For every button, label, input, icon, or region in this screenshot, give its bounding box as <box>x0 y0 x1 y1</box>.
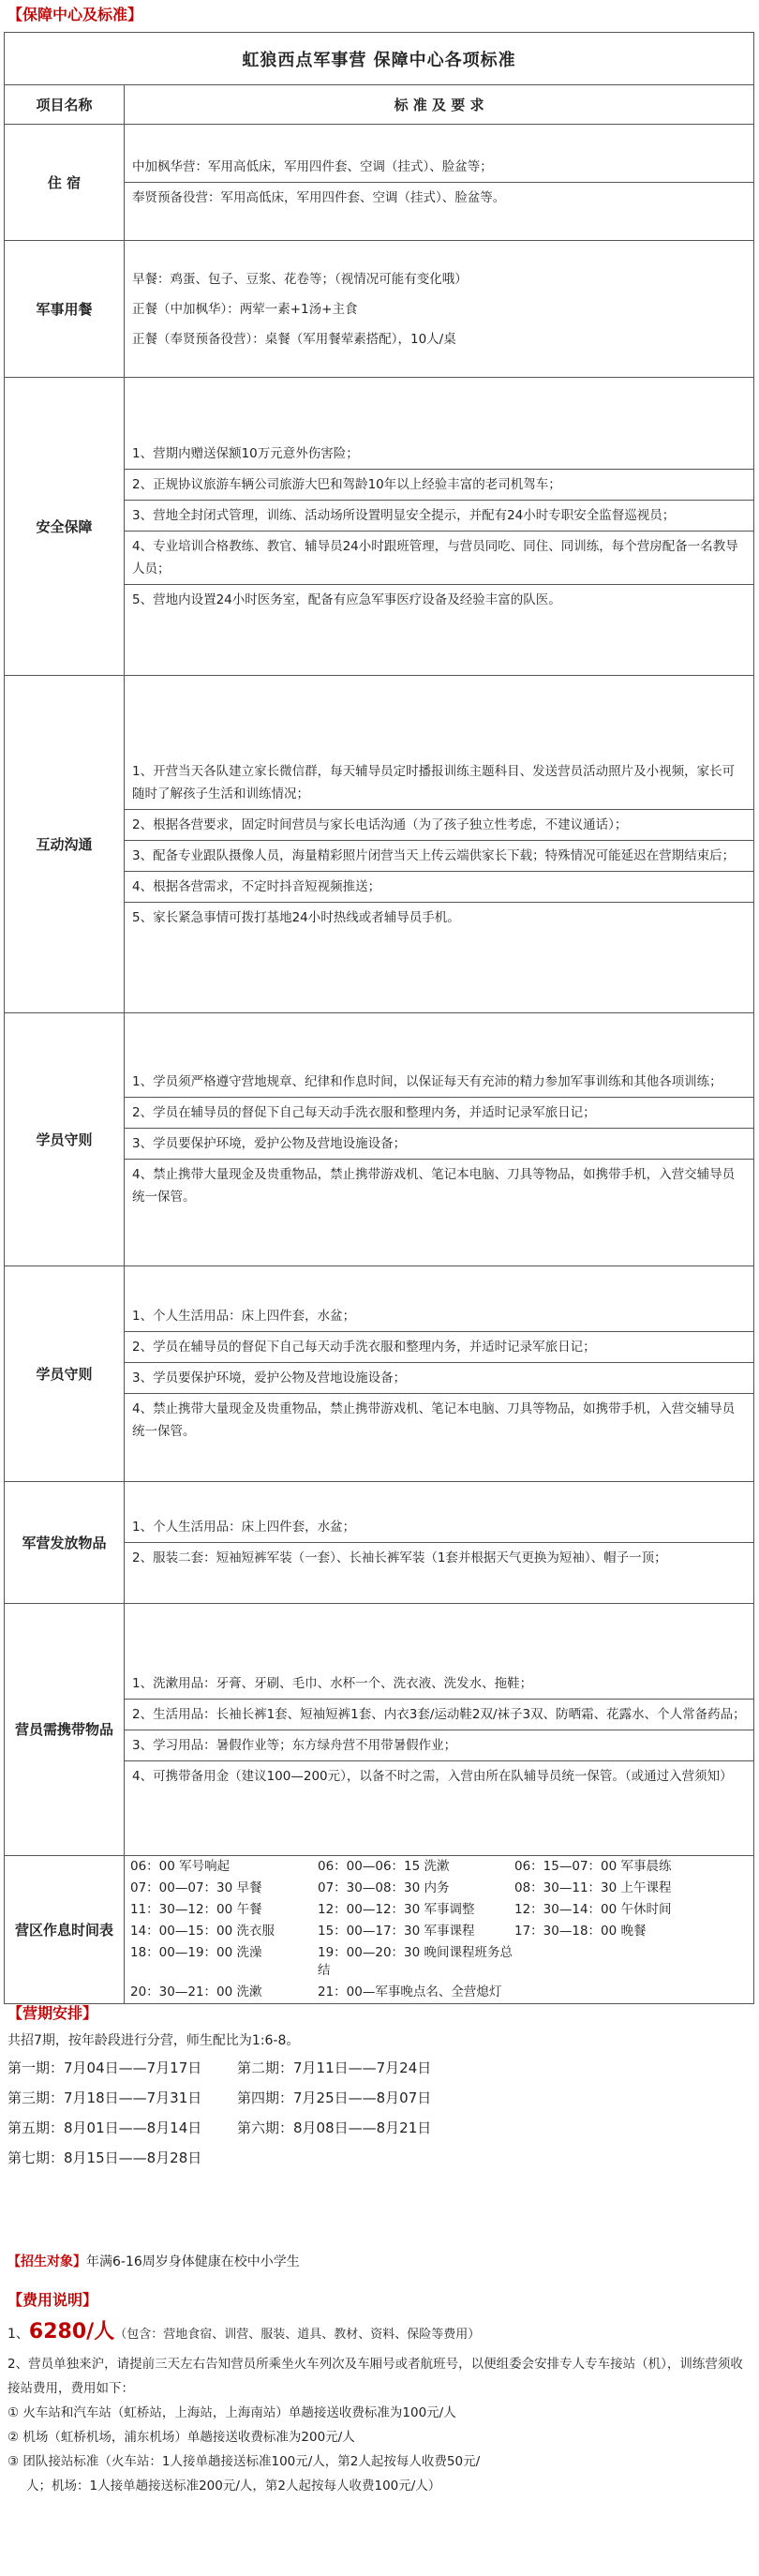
schedule-cell: 11：30—12：00 午餐 <box>130 1902 262 1917</box>
row-name: 安全保障 <box>5 378 125 676</box>
price-note: （包含：营地食宿、训营、服装、道具、教材、资料、保险等费用） <box>114 2328 481 2342</box>
price-value: 6280/人 <box>28 2320 115 2344</box>
row-name: 军营发放物品 <box>5 1482 125 1604</box>
table-row <box>5 1013 754 1266</box>
section-header-recruit: 【招生对象】 <box>7 2254 86 2269</box>
fees-block <box>7 2315 750 2498</box>
row-line: 3、营地全封闭式管理，训练、活动场所设置明显安全提示，并配有24小时专职安全监督巡视员； <box>125 501 753 532</box>
column-header-standard: 标 准 及 要 求 <box>125 85 754 125</box>
schedule-cell: 06：15—07：00 军事晨练 <box>514 1859 672 1874</box>
schedule-row <box>125 1899 753 1921</box>
schedule-cell <box>514 1984 748 2001</box>
row-content <box>125 125 754 241</box>
price-prefix: 1、 <box>7 2327 29 2342</box>
schedule-cell: 12：30—14：00 午休时间 <box>514 1902 672 1917</box>
price-line <box>7 2315 750 2352</box>
schedule-cell: 07：30—08：30 内务 <box>318 1880 450 1895</box>
row-line: 5、营地内设置24小时医务室，配备有应急军事医疗设备及经验丰富的队医。 <box>132 592 561 607</box>
row-content <box>125 241 754 378</box>
schedule-cell: 17：30—18：00 晚餐 <box>514 1924 647 1939</box>
row-line: 1、开营当天各队建立家长微信群，每天辅导员定时播报训练主题科目、发送营员活动照片及小视频，家长可随时了解孩子生活和训练情况； <box>125 756 753 810</box>
row-line: 1、洗漱用品：牙膏、牙刷、毛巾、水杯一个、洗衣液、洗发水、拖鞋； <box>125 1669 753 1700</box>
schedule-cell: 14：00—15：00 洗衣服 <box>130 1924 275 1939</box>
section-header-camp-schedule: 【营期安排】 <box>7 2004 98 2022</box>
row-line: 奉贤预备役营：军用高低床，军用四件套、空调（挂式）、脸盆等。 <box>132 190 506 205</box>
row-line: 3、学习用品：暑假作业等；东方绿舟营不用带暑假作业； <box>125 1730 753 1761</box>
row-content <box>125 1482 754 1604</box>
row-line: 2、学员在辅导员的督促下自己每天动手洗衣服和整理内务，并适时记录军旅日记； <box>125 1332 753 1363</box>
schedule-cell: 18：00—19：00 洗澡 <box>130 1945 262 1960</box>
row-content <box>125 378 754 676</box>
row-line: 2、生活用品：长袖长裤1套、短袖短裤1套、内衣3套/运动鞋2双/袜子3双、防晒霜、花露水、个人常备药品； <box>125 1700 753 1730</box>
fees-item: ② 机场（虹桥机场，浦东机场）单趟接送收费标准为200元/人 <box>7 2430 355 2445</box>
row-name: 学员守则 <box>5 1266 125 1482</box>
row-line: 3、学员要保护环境，爱护公物及营地设施设备； <box>125 1363 753 1394</box>
schedule-cell: 06：00—06：15 洗漱 <box>318 1859 450 1874</box>
section-header-guarantee: 【保障中心及标准】 <box>7 6 143 23</box>
recruit-text: 年满6-16周岁身体健康在校中小学生 <box>86 2254 300 2269</box>
row-line: 5、家长紧急事情可拨打基地24小时热线或者辅导员手机。 <box>132 909 460 925</box>
row-line: 中加枫华营：军用高低床，军用四件套、空调（挂式）、脸盆等； <box>125 152 753 183</box>
row-line: 1、学员须严格遵守营地规章、纪律和作息时间，以保证每天有充沛的精力参加军事训练和其他各项训练； <box>125 1067 753 1098</box>
schedule-row <box>125 1856 753 1878</box>
row-name: 军事用餐 <box>5 241 125 378</box>
fees-item: ① 火车站和汽车站（虹桥站，上海站，上海南站）单趟接送收费标准为100元/人 <box>7 2405 456 2420</box>
row-line: 3、配备专业跟队摄像人员，海量精彩照片闭营当天上传云端供家长下载；特殊情况可能延迟在营期结束后； <box>125 841 753 872</box>
row-line: 早餐：鸡蛋、包子、豆浆、花卷等；（视情况可能有变化哦） <box>132 271 468 287</box>
row-content <box>125 1013 754 1266</box>
row-name: 学员守则 <box>5 1013 125 1266</box>
schedule-cell <box>514 1944 748 1980</box>
section-header-fees: 【费用说明】 <box>7 2291 98 2309</box>
period-item: 第六期：8月08日——8月21日 <box>237 2119 432 2136</box>
row-line: 4、禁止携带大量现金及贵重物品，禁止携带游戏机、笔记本电脑、刀具等物品，如携带手机，入营交辅导员统一保管。 <box>132 1167 736 1205</box>
fees-item: ③ 团队接站标准（火车站：1人接单趟接送标准100元/人，第2人起按每人收费50元/ <box>7 2454 481 2469</box>
row-line: 1、个人生活用品：床上四件套，水盆； <box>125 1512 753 1543</box>
table-row <box>5 125 754 241</box>
row-line: 2、学员在辅导员的督促下自己每天动手洗衣服和整理内务，并适时记录军旅日记； <box>125 1098 753 1129</box>
row-line: 4、根据各营需求，不定时抖音短视频推送； <box>125 872 753 903</box>
row-line: 1、个人生活用品：床上四件套，水盆； <box>125 1301 753 1332</box>
schedule-cell: 19：00—20：30 晚间课程班务总结 <box>318 1945 513 1978</box>
schedule-row <box>125 1921 753 1942</box>
row-line: 2、根据各营要求，固定时间营员与家长电话沟通（为了孩子独立性考虑，不建议通话）； <box>125 810 753 841</box>
schedule-cell: 15：00—17：30 军事课程 <box>318 1924 475 1939</box>
schedule-row <box>125 1982 753 2003</box>
fees-line-2: 2、营员单独来沪，请提前三天左右告知营员所乘坐火车列次及车厢号或者航班号，以便组委会安排专人专车接站（机），训练营须收接站费用，费用如下： <box>7 2357 743 2396</box>
row-content <box>125 1604 754 1856</box>
table-row <box>5 378 754 676</box>
schedule-row <box>125 1878 753 1899</box>
period-item: 第四期：7月25日——8月07日 <box>237 2089 432 2106</box>
row-line: 3、学员要保护环境，爱护公物及营地设施设备； <box>125 1129 753 1160</box>
row-name: 住 宿 <box>5 125 125 241</box>
table-row <box>5 676 754 1013</box>
camp-schedule-block <box>7 2029 750 2173</box>
period-grid <box>7 2053 750 2173</box>
row-line: 1、营期内赠送保额10万元意外伤害险； <box>125 439 753 470</box>
period-item: 第五期：8月01日——8月14日 <box>7 2119 202 2136</box>
period-item: 第七期：8月15日——8月28日 <box>7 2149 202 2166</box>
period-item: 第二期：7月11日——7月24日 <box>237 2059 432 2076</box>
table-row <box>5 241 754 378</box>
schedule-content <box>125 1856 754 2004</box>
schedule-cell: 08：30—11：30 上午课程 <box>514 1880 672 1895</box>
row-line: 4、禁止携带大量现金及贵重物品，禁止携带游戏机、笔记本电脑、刀具等物品，如携带手机，入营交辅导员统一保管。 <box>132 1401 736 1439</box>
camp-intro: 共招7期，按年龄段进行分营，师生配比为1:6-8。 <box>7 2033 300 2048</box>
schedule-cell: 07：00—07：30 早餐 <box>130 1880 262 1895</box>
row-line: 2、服装二套：短袖短裤军装（一套）、长袖长裤军装（1套并根据天气更换为短袖）、帽子一顶； <box>132 1550 667 1565</box>
schedule-row <box>125 1942 753 1982</box>
row-line: 4、专业培训合格教练、教官、辅导员24小时跟班管理，与营员同吃、同住、同训练，每个营房配备一名教导人员； <box>125 532 753 585</box>
period-item: 第三期：7月18日——7月31日 <box>7 2089 202 2106</box>
table-row <box>5 1482 754 1604</box>
row-line: 正餐（奉贤预备役营）：桌餐（军用餐荤素搭配），10人/桌 <box>132 331 456 347</box>
row-name: 互动沟通 <box>5 676 125 1013</box>
table-row <box>5 1856 754 2004</box>
schedule-cell: 20：30—21：00 洗漱 <box>130 1984 262 1999</box>
table-row <box>5 1266 754 1482</box>
row-name: 营员需携带物品 <box>5 1604 125 1856</box>
row-content <box>125 676 754 1013</box>
row-content <box>125 1266 754 1482</box>
column-header-item: 项目名称 <box>5 85 125 125</box>
fees-item: 人；机场：1人接单趟接送标准200元/人，第2人起按每人收费100元/人） <box>26 2479 441 2494</box>
row-line: 4、可携带备用金（建议100—200元），以备不时之需，入营由所在队辅导员统一保管。（或通过入营须知） <box>132 1768 733 1784</box>
table-row <box>5 1604 754 1856</box>
row-line: 2、正规协议旅游车辆公司旅游大巴和驾龄10年以上经验丰富的老司机驾车； <box>125 470 753 501</box>
schedule-cell: 21：00—军事晚点名、全营熄灯 <box>318 1984 502 1999</box>
schedule-cell: 06：00 军号响起 <box>130 1859 231 1874</box>
table-title: 虹狼西点军事营 保障中心各项标准 <box>5 33 754 85</box>
guarantee-standards-table <box>4 32 754 2004</box>
row-line: 正餐（中加枫华）：两荤一素+1汤+主食 <box>132 301 358 317</box>
row-name: 营区作息时间表 <box>5 1856 125 2004</box>
schedule-cell: 12：00—12：30 军事调整 <box>318 1902 475 1917</box>
recruit-line <box>7 2252 750 2270</box>
period-item: 第一期：7月04日——7月17日 <box>7 2059 202 2076</box>
